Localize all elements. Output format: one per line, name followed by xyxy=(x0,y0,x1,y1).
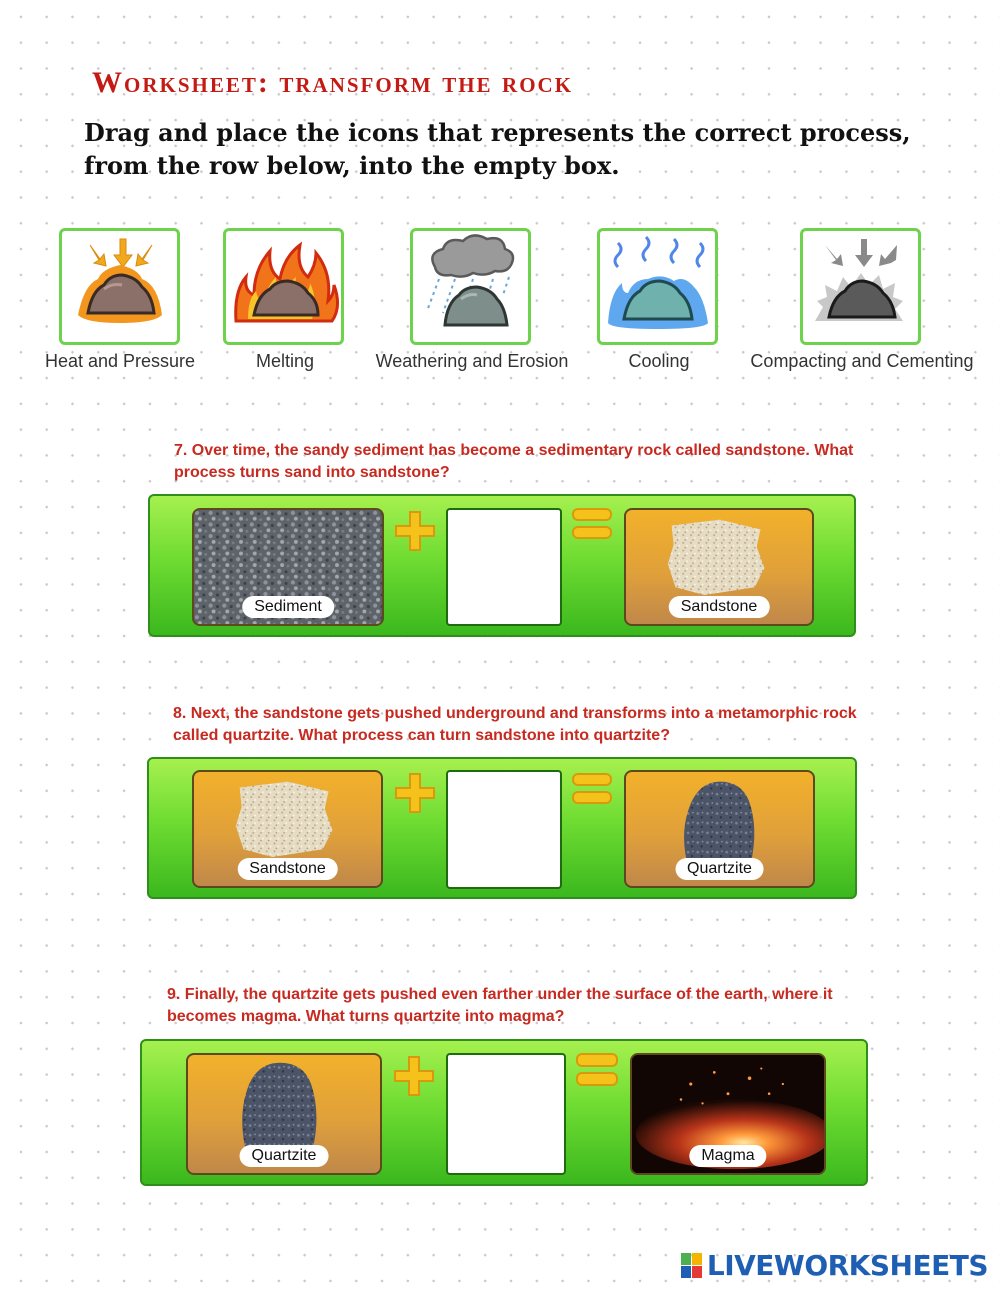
compacting-cementing-icon xyxy=(805,233,917,341)
logo-text: LIVEWORKSHEETS xyxy=(706,1249,988,1282)
sandstone-input-image xyxy=(192,770,383,888)
question-7-drop-box[interactable] xyxy=(446,508,562,626)
question-8-text: 8. Next, the sandstone gets pushed underground and transforms into a metamorphic rock called quartzite. What process can turn sandstone into quartzite? xyxy=(173,705,857,744)
question-9-text: 9. Finally, the quartzite gets pushed even farther under the surface of the earth, where it becomes magma. What turns quartzite into magma? xyxy=(167,986,833,1025)
quartzite-input-label: Quartzite xyxy=(240,1145,329,1167)
quartzite-image xyxy=(624,770,815,888)
icon-label-heat-pressure: Heat and Pressure xyxy=(44,351,196,371)
sandstone-label: Sandstone xyxy=(669,596,770,618)
question-8-drop-box[interactable] xyxy=(446,770,562,889)
cooling-icon xyxy=(602,233,714,341)
sandstone-input-label: Sandstone xyxy=(237,858,338,880)
icon-label-cooling: Cooling xyxy=(628,351,690,371)
weathering-erosion-icon xyxy=(415,233,527,341)
instructions: Drag and place the icons that represents the correct process, from the row below, into the empty box. xyxy=(84,118,911,180)
weathering-erosion-tile[interactable] xyxy=(410,228,531,345)
live-badge-icon xyxy=(681,1253,703,1279)
melting-tile[interactable] xyxy=(223,228,344,345)
melting-icon xyxy=(228,233,340,341)
sediment-image xyxy=(192,508,384,626)
heat-pressure-icon xyxy=(64,233,176,341)
question-7-panel xyxy=(148,494,856,637)
plus-icon xyxy=(394,772,436,814)
sandstone-image xyxy=(624,508,814,626)
worksheet-title: Worksheet: transform the rock xyxy=(92,66,574,99)
icon-label-compacting-cementing: Compacting and Cementing xyxy=(750,351,974,371)
plus-icon xyxy=(393,1055,435,1097)
magma-image xyxy=(630,1053,826,1175)
equals-icon xyxy=(572,508,612,540)
quartzite-label: Quartzite xyxy=(675,858,764,880)
quartzite-input-image xyxy=(186,1053,382,1175)
sediment-label: Sediment xyxy=(242,596,334,618)
question-9-drop-box[interactable] xyxy=(446,1053,566,1175)
cooling-tile[interactable] xyxy=(597,228,718,345)
icon-label-melting: Melting xyxy=(255,351,315,371)
magma-label: Magma xyxy=(689,1145,766,1167)
equals-icon xyxy=(572,773,612,805)
plus-icon xyxy=(394,510,436,552)
icon-label-weathering-erosion: Weathering and Erosion xyxy=(375,351,569,371)
heat-pressure-tile[interactable] xyxy=(59,228,180,345)
liveworksheets-logo xyxy=(681,1250,988,1282)
equals-icon xyxy=(576,1053,618,1087)
question-7-text: 7. Over time, the sandy sediment has become a sedimentary rock called sandstone. What process turns sand into sandstone? xyxy=(174,442,854,481)
compacting-cementing-tile[interactable] xyxy=(800,228,921,345)
question-9-panel xyxy=(140,1039,868,1186)
question-8-panel xyxy=(147,757,857,899)
